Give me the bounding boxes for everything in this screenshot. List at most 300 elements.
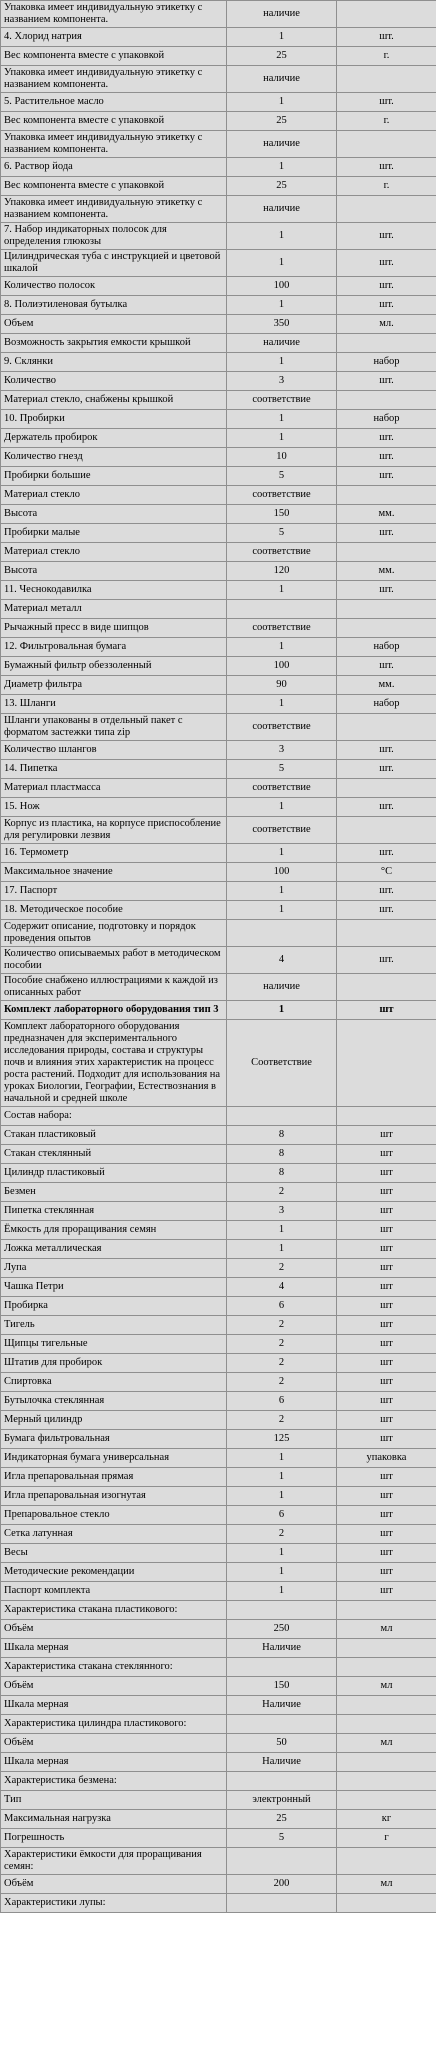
unit-cell: шт — [337, 1126, 436, 1145]
item-name-cell: Высота — [1, 562, 227, 581]
table-row — [1, 543, 436, 562]
quantity-cell: 2 — [227, 1316, 337, 1335]
table-row — [1, 277, 436, 296]
table-row — [1, 467, 436, 486]
unit-cell: мм. — [337, 562, 436, 581]
unit-cell: шт — [337, 1202, 436, 1221]
unit-cell: шт — [337, 1525, 436, 1544]
table-row — [1, 112, 436, 131]
item-name-cell: Рычажный пресс в виде шипцов — [1, 619, 227, 638]
table-row — [1, 798, 436, 817]
unit-cell: шт. — [337, 947, 436, 974]
table-row — [1, 505, 436, 524]
quantity-cell: 125 — [227, 1430, 337, 1449]
quantity-cell: наличие — [227, 66, 337, 93]
item-name-cell: Паспорт комплекта — [1, 1582, 227, 1601]
table-row — [1, 1001, 436, 1020]
unit-cell — [337, 1791, 436, 1810]
table-row — [1, 695, 436, 714]
quantity-cell: 1 — [227, 695, 337, 714]
table-row — [1, 296, 436, 315]
unit-cell: шт — [337, 1373, 436, 1392]
item-name-cell: Характеристики ёмкости для проращивания семян: — [1, 1848, 227, 1875]
table-row — [1, 1221, 436, 1240]
table-row — [1, 1677, 436, 1696]
unit-cell — [337, 1696, 436, 1715]
table-row — [1, 760, 436, 779]
unit-cell: °С — [337, 863, 436, 882]
item-name-cell: Характеристика стакана стеклянного: — [1, 1658, 227, 1677]
item-name-cell: Мерный цилиндр — [1, 1411, 227, 1430]
item-name-cell: Количество — [1, 372, 227, 391]
quantity-cell: 1 — [227, 223, 337, 250]
item-name-cell: 5. Растительное масло — [1, 93, 227, 112]
item-name-cell: 14. Пипетка — [1, 760, 227, 779]
quantity-cell: 1 — [227, 1544, 337, 1563]
table-row — [1, 158, 436, 177]
unit-cell: мл — [337, 1677, 436, 1696]
quantity-cell: 100 — [227, 863, 337, 882]
quantity-cell: наличие — [227, 334, 337, 353]
table-row — [1, 28, 436, 47]
item-name-cell: Сетка латунная — [1, 1525, 227, 1544]
item-name-cell: Комплект лабораторного оборудования тип 3 — [1, 1001, 227, 1020]
quantity-cell: 2 — [227, 1411, 337, 1430]
quantity-cell: электронный — [227, 1791, 337, 1810]
quantity-cell: 6 — [227, 1506, 337, 1525]
item-name-cell: Материал пластмасса — [1, 779, 227, 798]
unit-cell — [337, 1772, 436, 1791]
table-row — [1, 638, 436, 657]
unit-cell — [337, 1715, 436, 1734]
table-row — [1, 334, 436, 353]
item-name-cell: Шкала мерная — [1, 1696, 227, 1715]
unit-cell: шт — [337, 1392, 436, 1411]
table-row — [1, 1278, 436, 1297]
table-row — [1, 974, 436, 1001]
quantity-cell: 25 — [227, 1810, 337, 1829]
table-row — [1, 600, 436, 619]
quantity-cell — [227, 1894, 337, 1913]
item-name-cell: 10. Пробирки — [1, 410, 227, 429]
specification-table-body — [1, 1, 436, 1913]
table-row — [1, 1544, 436, 1563]
quantity-cell: Наличие — [227, 1639, 337, 1658]
quantity-cell: 150 — [227, 505, 337, 524]
quantity-cell: 200 — [227, 1875, 337, 1894]
table-row — [1, 1848, 436, 1875]
table-row — [1, 817, 436, 844]
item-name-cell: Корпус из пластика, на корпусе приспособление для регулировки лезвия — [1, 817, 227, 844]
quantity-cell: 2 — [227, 1183, 337, 1202]
item-name-cell: Стакан пластиковый — [1, 1126, 227, 1145]
unit-cell: шт — [337, 1278, 436, 1297]
unit-cell — [337, 1753, 436, 1772]
table-row — [1, 250, 436, 277]
item-name-cell: Количество полосок — [1, 277, 227, 296]
table-row — [1, 391, 436, 410]
unit-cell: шт. — [337, 581, 436, 600]
item-name-cell: Упаковка имеет индивидуальную этикетку с названием компонента. — [1, 196, 227, 223]
unit-cell: шт. — [337, 372, 436, 391]
unit-cell — [337, 1848, 436, 1875]
quantity-cell: 3 — [227, 372, 337, 391]
table-row — [1, 1829, 436, 1848]
item-name-cell: Шланги упакованы в отдельный пакет с форматом застежки типа zip — [1, 714, 227, 741]
unit-cell — [337, 974, 436, 1001]
quantity-cell: 6 — [227, 1297, 337, 1316]
quantity-cell: 5 — [227, 1829, 337, 1848]
table-row — [1, 1810, 436, 1829]
table-row — [1, 177, 436, 196]
table-row — [1, 1107, 436, 1126]
quantity-cell: Наличие — [227, 1753, 337, 1772]
quantity-cell: 25 — [227, 112, 337, 131]
table-row — [1, 1875, 436, 1894]
item-name-cell: 12. Фильтровальная бумага — [1, 638, 227, 657]
unit-cell: упаковка — [337, 1449, 436, 1468]
item-name-cell: Штатив для пробирок — [1, 1354, 227, 1373]
quantity-cell: 1 — [227, 1240, 337, 1259]
unit-cell: шт. — [337, 429, 436, 448]
table-row — [1, 947, 436, 974]
table-row — [1, 1639, 436, 1658]
quantity-cell: 1 — [227, 1563, 337, 1582]
item-name-cell: Характеристика цилиндра пластикового: — [1, 1715, 227, 1734]
unit-cell: шт. — [337, 760, 436, 779]
table-row — [1, 657, 436, 676]
item-name-cell: Цилиндрическая туба с инструкцией и цветовой шкалой — [1, 250, 227, 277]
table-row — [1, 1487, 436, 1506]
quantity-cell: 1 — [227, 410, 337, 429]
table-row — [1, 1563, 436, 1582]
item-name-cell: 13. Шланги — [1, 695, 227, 714]
unit-cell: набор — [337, 638, 436, 657]
table-row — [1, 1335, 436, 1354]
unit-cell: шт — [337, 1316, 436, 1335]
table-row — [1, 1373, 436, 1392]
quantity-cell: наличие — [227, 196, 337, 223]
item-name-cell: 16. Термометр — [1, 844, 227, 863]
table-row — [1, 196, 436, 223]
table-row — [1, 779, 436, 798]
table-row — [1, 1297, 436, 1316]
quantity-cell: Соответствие — [227, 1020, 337, 1107]
quantity-cell: 1 — [227, 882, 337, 901]
item-name-cell: Вес компонента вместе с упаковкой — [1, 112, 227, 131]
table-row — [1, 1601, 436, 1620]
table-row — [1, 882, 436, 901]
quantity-cell: Наличие — [227, 1696, 337, 1715]
item-name-cell: Количество описываемых работ в методическом пособии — [1, 947, 227, 974]
unit-cell: шт — [337, 1487, 436, 1506]
unit-cell: шт. — [337, 448, 436, 467]
item-name-cell: Материал стекло — [1, 486, 227, 505]
table-row — [1, 1715, 436, 1734]
item-name-cell: Бутылочка стеклянная — [1, 1392, 227, 1411]
unit-cell — [337, 1107, 436, 1126]
quantity-cell: 150 — [227, 1677, 337, 1696]
item-name-cell: Упаковка имеет индивидуальную этикетку с названием компонента. — [1, 66, 227, 93]
unit-cell: г. — [337, 112, 436, 131]
table-row — [1, 1468, 436, 1487]
unit-cell: шт. — [337, 798, 436, 817]
item-name-cell: Безмен — [1, 1183, 227, 1202]
item-name-cell: Материал стекло — [1, 543, 227, 562]
table-row — [1, 1772, 436, 1791]
table-row — [1, 410, 436, 429]
table-row — [1, 581, 436, 600]
unit-cell — [337, 196, 436, 223]
quantity-cell: 1 — [227, 638, 337, 657]
quantity-cell: 1 — [227, 901, 337, 920]
unit-cell: кг — [337, 1810, 436, 1829]
quantity-cell: 5 — [227, 760, 337, 779]
table-row — [1, 1354, 436, 1373]
quantity-cell: наличие — [227, 131, 337, 158]
quantity-cell: 1 — [227, 28, 337, 47]
unit-cell: шт — [337, 1468, 436, 1487]
unit-cell: шт — [337, 1183, 436, 1202]
unit-cell — [337, 600, 436, 619]
quantity-cell: соответствие — [227, 779, 337, 798]
item-name-cell: Диаметр фильтра — [1, 676, 227, 695]
item-name-cell: Индикаторная бумага универсальная — [1, 1449, 227, 1468]
table-row — [1, 1145, 436, 1164]
quantity-cell: 1 — [227, 1221, 337, 1240]
item-name-cell: Пробирки большие — [1, 467, 227, 486]
quantity-cell: 1 — [227, 353, 337, 372]
unit-cell — [337, 1, 436, 28]
table-row — [1, 524, 436, 543]
item-name-cell: 11. Чеснокодавилка — [1, 581, 227, 600]
unit-cell — [337, 131, 436, 158]
unit-cell: шт — [337, 1506, 436, 1525]
table-row — [1, 741, 436, 760]
unit-cell: шт. — [337, 28, 436, 47]
unit-cell: шт — [337, 1582, 436, 1601]
table-row — [1, 1259, 436, 1278]
quantity-cell: 1 — [227, 844, 337, 863]
table-row — [1, 353, 436, 372]
quantity-cell — [227, 1848, 337, 1875]
table-row — [1, 66, 436, 93]
table-row — [1, 1449, 436, 1468]
unit-cell: шт. — [337, 882, 436, 901]
unit-cell: шт. — [337, 158, 436, 177]
unit-cell: шт — [337, 1297, 436, 1316]
unit-cell — [337, 486, 436, 505]
quantity-cell: 1 — [227, 1487, 337, 1506]
table-row — [1, 714, 436, 741]
item-name-cell: 17. Паспорт — [1, 882, 227, 901]
quantity-cell: 1 — [227, 1582, 337, 1601]
item-name-cell: Содержит описание, подготовку и порядок проведения опытов — [1, 920, 227, 947]
quantity-cell: 2 — [227, 1373, 337, 1392]
quantity-cell: 90 — [227, 676, 337, 695]
unit-cell: шт — [337, 1240, 436, 1259]
item-name-cell: 7. Набор индикаторных полосок для определения глюкозы — [1, 223, 227, 250]
unit-cell — [337, 334, 436, 353]
unit-cell — [337, 543, 436, 562]
item-name-cell: Объём — [1, 1677, 227, 1696]
unit-cell — [337, 1658, 436, 1677]
unit-cell — [337, 779, 436, 798]
quantity-cell: 5 — [227, 467, 337, 486]
item-name-cell: Материал металл — [1, 600, 227, 619]
unit-cell: набор — [337, 695, 436, 714]
unit-cell: мм. — [337, 505, 436, 524]
table-row — [1, 619, 436, 638]
item-name-cell: Тип — [1, 1791, 227, 1810]
quantity-cell: 1 — [227, 1001, 337, 1020]
unit-cell: шт — [337, 1259, 436, 1278]
unit-cell: шт. — [337, 741, 436, 760]
quantity-cell: 1 — [227, 296, 337, 315]
table-row — [1, 562, 436, 581]
table-row — [1, 1696, 436, 1715]
quantity-cell: 2 — [227, 1525, 337, 1544]
unit-cell: г — [337, 1829, 436, 1848]
item-name-cell: Комплект лабораторного оборудования предназначен для экспериментального исследования природы, состава и структуры почв и влияния этих характеристик на процесс роста растений. Подходит для использования на уроках Биологии, Географии, Естествознания в начальной и средней школе — [1, 1020, 227, 1107]
quantity-cell: 1 — [227, 581, 337, 600]
item-name-cell: Ёмкость для проращивания семян — [1, 1221, 227, 1240]
unit-cell: мл — [337, 1734, 436, 1753]
item-name-cell: Шкала мерная — [1, 1753, 227, 1772]
item-name-cell: Количество гнезд — [1, 448, 227, 467]
unit-cell: шт. — [337, 277, 436, 296]
quantity-cell: 100 — [227, 657, 337, 676]
unit-cell: шт — [337, 1145, 436, 1164]
table-row — [1, 1202, 436, 1221]
quantity-cell: 3 — [227, 741, 337, 760]
quantity-cell: соответствие — [227, 714, 337, 741]
quantity-cell: 10 — [227, 448, 337, 467]
unit-cell: шт. — [337, 296, 436, 315]
table-row — [1, 676, 436, 695]
item-name-cell: Максимальное значение — [1, 863, 227, 882]
quantity-cell: 8 — [227, 1145, 337, 1164]
unit-cell — [337, 619, 436, 638]
table-row — [1, 844, 436, 863]
table-row — [1, 47, 436, 66]
table-row — [1, 1316, 436, 1335]
unit-cell: шт — [337, 1221, 436, 1240]
item-name-cell: 4. Хлорид натрия — [1, 28, 227, 47]
table-row — [1, 901, 436, 920]
quantity-cell: 25 — [227, 47, 337, 66]
unit-cell — [337, 1894, 436, 1913]
table-row — [1, 486, 436, 505]
quantity-cell — [227, 1715, 337, 1734]
quantity-cell: 2 — [227, 1354, 337, 1373]
table-row — [1, 1020, 436, 1107]
quantity-cell: 1 — [227, 158, 337, 177]
unit-cell: шт. — [337, 467, 436, 486]
item-name-cell: Бумажный фильтр обеззоленный — [1, 657, 227, 676]
item-name-cell: Щипцы тигельные — [1, 1335, 227, 1354]
quantity-cell: 1 — [227, 429, 337, 448]
quantity-cell — [227, 1658, 337, 1677]
quantity-cell: 25 — [227, 177, 337, 196]
table-row — [1, 1126, 436, 1145]
quantity-cell: 250 — [227, 1620, 337, 1639]
item-name-cell: 6. Раствор йода — [1, 158, 227, 177]
item-name-cell: Состав набора: — [1, 1107, 227, 1126]
quantity-cell: соответствие — [227, 817, 337, 844]
unit-cell: шт. — [337, 657, 436, 676]
unit-cell: мм. — [337, 676, 436, 695]
item-name-cell: Держатель пробирок — [1, 429, 227, 448]
item-name-cell: Игла препаровальная изогнутая — [1, 1487, 227, 1506]
quantity-cell — [227, 1772, 337, 1791]
quantity-cell: 120 — [227, 562, 337, 581]
item-name-cell: Бумага фильтровальная — [1, 1430, 227, 1449]
unit-cell: мл — [337, 1875, 436, 1894]
item-name-cell: Максимальная нагрузка — [1, 1810, 227, 1829]
quantity-cell: 50 — [227, 1734, 337, 1753]
unit-cell — [337, 1639, 436, 1658]
item-name-cell: Весы — [1, 1544, 227, 1563]
item-name-cell: Объём — [1, 1734, 227, 1753]
quantity-cell: соответствие — [227, 543, 337, 562]
table-row — [1, 131, 436, 158]
item-name-cell: Цилиндр пластиковый — [1, 1164, 227, 1183]
unit-cell: шт — [337, 1164, 436, 1183]
table-row — [1, 1506, 436, 1525]
quantity-cell: 4 — [227, 1278, 337, 1297]
unit-cell — [337, 714, 436, 741]
unit-cell: шт. — [337, 524, 436, 543]
item-name-cell: Вес компонента вместе с упаковкой — [1, 47, 227, 66]
quantity-cell: соответствие — [227, 486, 337, 505]
item-name-cell: Ложка металлическая — [1, 1240, 227, 1259]
item-name-cell: Пособие снабжено иллюстрациями к каждой из описанных работ — [1, 974, 227, 1001]
quantity-cell: 2 — [227, 1259, 337, 1278]
item-name-cell: Объём — [1, 1620, 227, 1639]
table-row — [1, 93, 436, 112]
item-name-cell: Стакан стеклянный — [1, 1145, 227, 1164]
table-row — [1, 920, 436, 947]
item-name-cell: Объём — [1, 1875, 227, 1894]
unit-cell: шт. — [337, 844, 436, 863]
unit-cell: шт — [337, 1411, 436, 1430]
item-name-cell: 9. Склянки — [1, 353, 227, 372]
table-row — [1, 1791, 436, 1810]
item-name-cell: Лупа — [1, 1259, 227, 1278]
table-row — [1, 1392, 436, 1411]
quantity-cell: 5 — [227, 524, 337, 543]
item-name-cell: Пипетка стеклянная — [1, 1202, 227, 1221]
quantity-cell: 1 — [227, 250, 337, 277]
unit-cell: мл — [337, 1620, 436, 1639]
unit-cell: шт — [337, 1563, 436, 1582]
table-row — [1, 863, 436, 882]
unit-cell: шт. — [337, 93, 436, 112]
item-name-cell: Характеристика безмена: — [1, 1772, 227, 1791]
item-name-cell: Чашка Петри — [1, 1278, 227, 1297]
unit-cell: шт — [337, 1001, 436, 1020]
item-name-cell: Высота — [1, 505, 227, 524]
item-name-cell: Пробирка — [1, 1297, 227, 1316]
unit-cell: шт — [337, 1430, 436, 1449]
table-row — [1, 315, 436, 334]
table-row — [1, 1183, 436, 1202]
table-row — [1, 1525, 436, 1544]
table-row — [1, 1753, 436, 1772]
item-name-cell: Спиртовка — [1, 1373, 227, 1392]
item-name-cell: 15. Нож — [1, 798, 227, 817]
